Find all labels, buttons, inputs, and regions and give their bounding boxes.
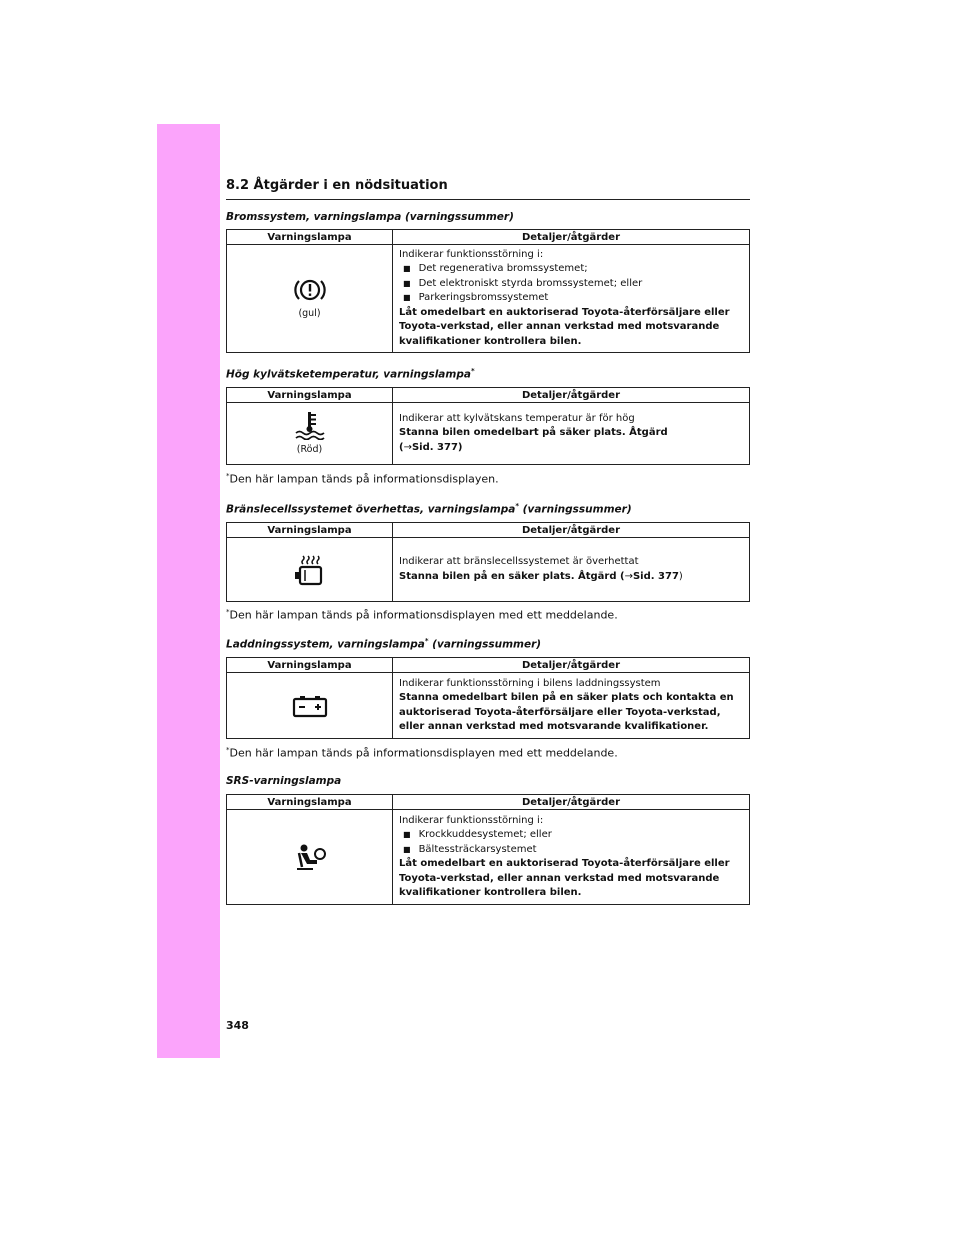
coolant-note-text: Den här lampan tänds på informationsdisplayen.	[229, 472, 499, 486]
paren-close: )	[457, 441, 463, 453]
charging-heading-text: Laddningssystem, varningslampa	[226, 638, 425, 651]
col-details-header: Detaljer/åtgärder	[393, 230, 750, 245]
page-reference-link[interactable]: Sid. 377	[632, 570, 679, 582]
arrow-icon: →	[624, 570, 633, 582]
brake-item: ■ Det elektroniskt styrda bromssystemet; eller	[399, 277, 743, 292]
fuelcell-note-text: Den här lampan tänds på informationsdisplayen med ett meddelande.	[229, 608, 618, 622]
col-lamp-header: Varningslampa	[227, 230, 393, 245]
fuelcell-details	[393, 538, 750, 602]
col-lamp-header: Varningslampa	[227, 658, 393, 673]
footnote-mark: *	[470, 367, 475, 375]
footnote-mark: *	[226, 472, 230, 480]
page-reference-link[interactable]: Sid. 377	[411, 441, 458, 453]
chapter-sidebar-tab	[157, 124, 220, 1058]
arrow-icon: →	[403, 441, 412, 453]
airbag-icon	[227, 843, 392, 871]
coolant-footnote	[226, 472, 499, 486]
footnote-mark: *	[226, 746, 230, 754]
charging-heading-suffix: (varningssummer)	[428, 638, 542, 651]
brake-color-caption: (gul)	[298, 307, 321, 319]
coolant-action-ref	[399, 441, 743, 456]
section-divider	[226, 199, 750, 200]
brake-item: ■ Det regenerativa bromssystemet;	[399, 262, 743, 277]
srs-action: Låt omedelbart en auktoriserad Toyota-återförsäljare eller Toyota-verkstad, eller annan verkstad med motsvarande kvalifikationer kontrollera bilen.	[399, 858, 730, 898]
paren-close: )	[678, 570, 683, 582]
srs-icon-cell	[227, 810, 393, 905]
section-title: 8.2 Åtgärder i en nödsituation	[226, 178, 448, 193]
fuelcell-heading-suffix: (varningssummer)	[519, 503, 632, 516]
col-lamp-header: Varningslampa	[227, 388, 393, 403]
col-details-header: Detaljer/åtgärder	[393, 388, 750, 403]
col-details-header: Detaljer/åtgärder	[393, 795, 750, 810]
srs-intro: Indikerar funktionsstörning i:	[399, 814, 544, 826]
fuel-cell-overheat-icon	[227, 554, 392, 586]
coolant-heading-text: Hög kylvätsketemperatur, varningslampa	[226, 368, 471, 381]
charging-desc: Indikerar funktionsstörning i bilens laddningssystem	[399, 677, 661, 689]
coolant-details	[393, 403, 750, 465]
col-lamp-header: Varningslampa	[227, 795, 393, 810]
charging-note-text: Den här lampan tänds på informationsdisplayen med ett meddelande.	[229, 746, 618, 760]
charging-table	[226, 657, 750, 739]
coolant-color-caption: (Röd)	[296, 443, 323, 455]
fuelcell-heading-text: Bränslecellssystemet överhettas, varningslampa	[226, 503, 516, 516]
srs-item: ■ Bältessträckarsystemet	[399, 843, 743, 858]
footnote-mark: *	[226, 608, 230, 616]
brake-action: Låt omedelbart en auktoriserad Toyota-återförsäljare eller Toyota-verkstad, eller annan verkstad med motsvarande kvalifikationer kontrollera bilen.	[399, 306, 730, 347]
srs-item: ■ Krockkuddesystemet; eller	[399, 828, 743, 843]
brake-warning-icon	[227, 276, 392, 304]
fuelcell-action-text: Stanna bilen på en säker plats. Åtgärd (	[399, 570, 625, 582]
fuelcell-action	[399, 570, 743, 585]
srs-table	[226, 794, 750, 905]
coolant-table	[226, 387, 750, 465]
charging-details	[393, 673, 750, 739]
fuelcell-table	[226, 522, 750, 602]
coolant-temperature-icon	[227, 410, 392, 440]
footnote-mark: *	[424, 637, 429, 645]
coolant-desc: Indikerar att kylvätskans temperatur är för hög	[399, 412, 635, 424]
battery-icon	[227, 694, 392, 718]
charging-footnote	[226, 746, 618, 760]
col-details-header: Detaljer/åtgärder	[393, 523, 750, 538]
srs-details	[393, 810, 750, 905]
brake-table	[226, 229, 750, 353]
fuelcell-footnote	[226, 608, 618, 622]
page-number: 348	[226, 1019, 249, 1032]
paren-open: (	[399, 441, 404, 453]
col-lamp-header: Varningslampa	[227, 523, 393, 538]
fuelcell-icon-cell	[227, 538, 393, 602]
brake-intro: Indikerar funktionsstörning i:	[399, 248, 544, 260]
brake-details	[393, 245, 750, 353]
charging-icon-cell	[227, 673, 393, 739]
coolant-action: Stanna bilen omedelbart på säker plats. Åtgärd	[399, 427, 668, 439]
coolant-icon-cell	[227, 403, 393, 465]
fuelcell-desc: Indikerar att bränslecellssystemet är överhettat	[399, 556, 639, 567]
coolant-heading	[226, 367, 475, 381]
brake-heading: Bromssystem, varningslampa (varningssummer)	[226, 211, 514, 223]
charging-heading	[226, 637, 541, 651]
footnote-mark: *	[515, 502, 520, 510]
fuelcell-heading	[226, 502, 632, 516]
brake-icon-cell	[227, 245, 393, 353]
col-details-header: Detaljer/åtgärder	[393, 658, 750, 673]
brake-item: ■ Parkeringsbromssystemet	[399, 291, 743, 306]
charging-action: Stanna omedelbart bilen på en säker plats och kontakta en auktoriserad Toyota-återförsäljare eller Toyota-verkstad, eller annan verkstad med motsvarande kvalifikationer.	[399, 692, 734, 732]
srs-heading: SRS-varningslampa	[226, 775, 342, 787]
